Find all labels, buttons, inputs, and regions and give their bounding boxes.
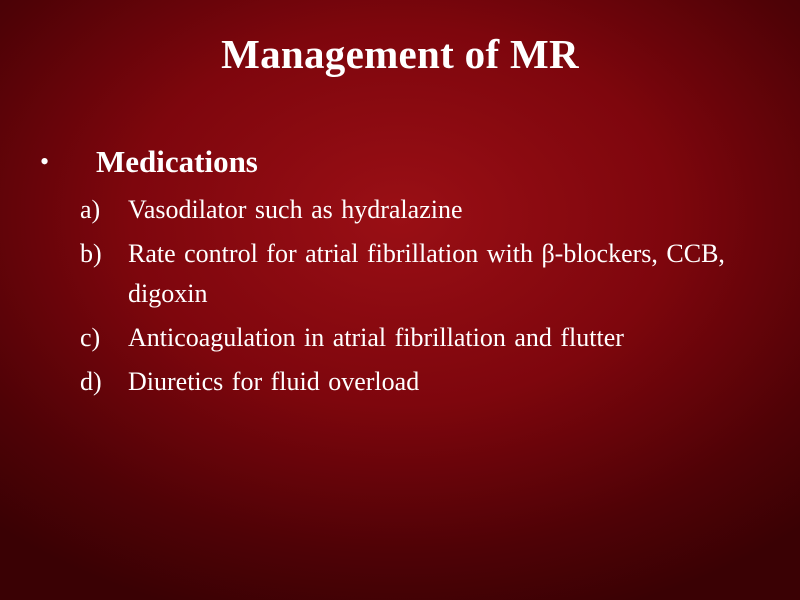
list-item-marker: a): [80, 195, 101, 224]
list-item: [80, 190, 760, 230]
list-item-marker: d): [80, 367, 102, 396]
list-item-text: Rate control for atrial fibrillation with β-blockers, CCB, digoxin: [128, 239, 725, 308]
bullet-heading-row: [40, 140, 258, 184]
list-item: [80, 318, 760, 358]
list-item-text: Vasodilator such as hydralazine: [128, 195, 463, 224]
list-item: [80, 234, 760, 314]
medication-list: [80, 190, 760, 406]
slide-title: Management of MR: [221, 31, 579, 77]
list-item: [80, 362, 760, 402]
list-item-text: Anticoagulation in atrial fibrillation and flutter: [128, 323, 624, 352]
list-item-text: Diuretics for fluid overload: [128, 367, 420, 396]
section-heading: Medications: [96, 144, 258, 179]
list-item-marker: b): [80, 239, 102, 268]
bullet-icon: •: [40, 147, 50, 176]
list-item-marker: c): [80, 323, 101, 352]
